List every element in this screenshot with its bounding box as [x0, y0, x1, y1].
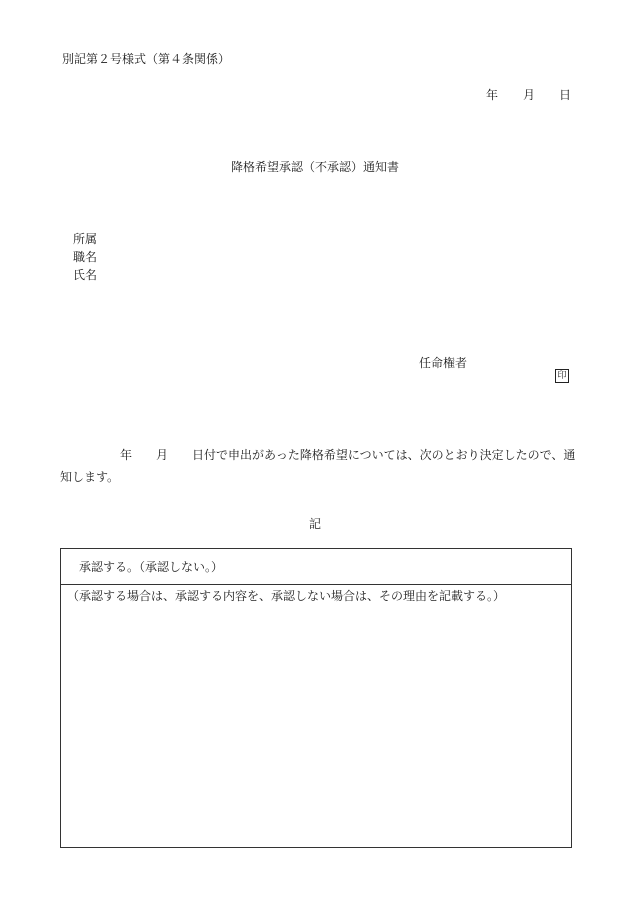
body-year-label: 年 — [120, 448, 133, 462]
document-title: 降格希望承認（不承認）通知書 — [230, 160, 399, 174]
recipient-block — [73, 230, 97, 284]
recipient-position: 職名 — [73, 250, 98, 264]
seal-mark: 印 — [555, 369, 569, 383]
decision-table — [60, 548, 572, 848]
reason-row: （承認する場合は、承認する内容を、承認しない場合は、その理由を記載する。） — [67, 589, 506, 603]
decision-row: 承認する。（承認しない。） — [61, 549, 571, 585]
recipient-name: 氏名 — [73, 268, 98, 282]
appointing-authority: 任命権者 — [419, 356, 468, 370]
date-year-label: 年 — [486, 88, 499, 102]
body-text-line2: 知します。 — [60, 470, 120, 484]
ki-heading: 記 — [308, 517, 321, 531]
recipient-affiliation: 所属 — [73, 232, 98, 246]
date-day-label: 日 — [559, 88, 572, 102]
body-month-label: 月 — [156, 448, 169, 462]
date-month-label: 月 — [523, 88, 536, 102]
body-text-line1: 日付で申出があった降格希望については、次のとおり決定したので、通 — [192, 448, 576, 462]
notice-body — [60, 444, 576, 488]
form-number-label: 別記第２号様式（第４条関係） — [62, 52, 231, 66]
